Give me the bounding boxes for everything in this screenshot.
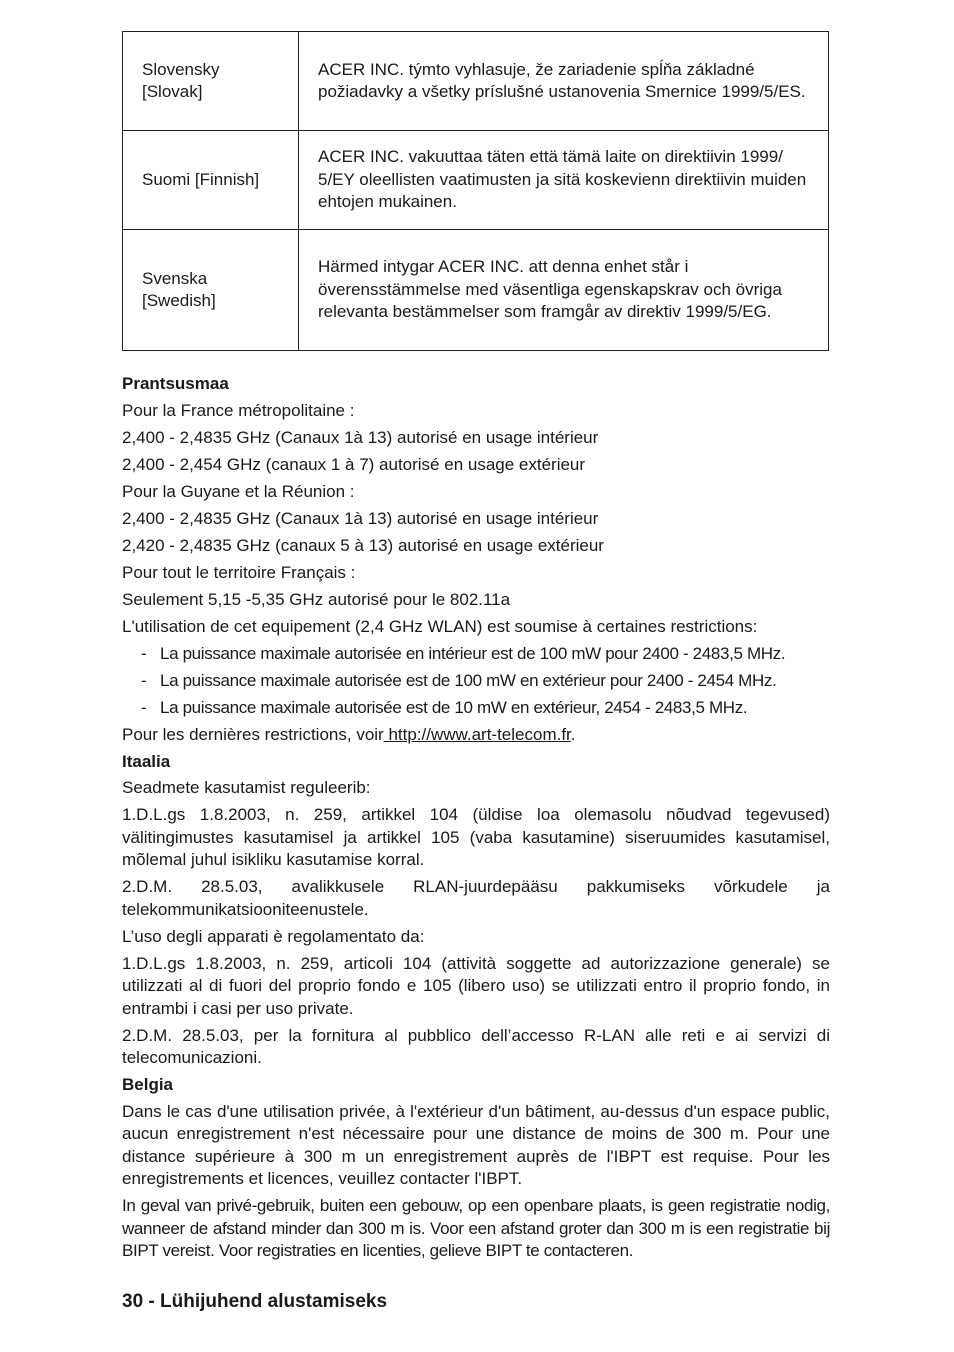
- language-cell: Suomi [Finnish]: [123, 131, 299, 230]
- language-cell: Svenska [Swedish]: [123, 230, 299, 351]
- paragraph: L'utilisation de cet equipement (2,4 GHz WLAN) est soumise à certaines restrictions:: [122, 616, 758, 636]
- declaration-cell: ACER INC. týmto vyhlasuje, že zariadenie spĺňa základné požiadavky a všetky príslušné ustanovenia Smernice 1999/5/ES.: [299, 32, 829, 131]
- paragraph: 2,400 - 2,454 GHz (canaux 1 à 7) autorisé en usage extérieur: [122, 454, 586, 474]
- page-footer: 30 - Lühijuhend alustamiseks: [122, 1291, 388, 1312]
- table-row: [123, 32, 829, 131]
- declaration-cell: ACER INC. vakuuttaa täten että tämä laite on direktiivin 1999/ 5/EY oleellisten vaatimusten ja sitä koskevienn direktiivin muiden ehtojen mukainen.: [299, 131, 829, 230]
- paragraph: 2,420 - 2,4835 GHz (canaux 5 à 13) autorisé en usage extérieur: [122, 535, 604, 555]
- paragraph: 2.D.M. 28.5.03, avalikkusele RLAN-juurdepääsu pakkumiseks võrkudele ja telekommunikatsiooniteenustele.: [122, 877, 830, 919]
- bullet-text: La puissance maximale autorisée est de 100 mW en extérieur pour 2400 - 2454 MHz.: [160, 670, 777, 690]
- art-telecom-link[interactable]: http://www.art-telecom.fr: [383, 724, 571, 744]
- list-item: - La puissance maximale autorisée est de 10 mW en extérieur, 2454 - 2483,5 MHz.: [141, 697, 748, 717]
- language-cell: Slovensky [Slovak]: [123, 32, 299, 131]
- paragraph: In geval van privé-gebruik, buiten een gebouw, op een openbare plaats, is geen registratie nodig, wanneer de afstand minder dan 300 m is. Voor een afstand groter dan 300 m is een registratie bij BIPT vereist. Voor registraties en licenties, gelieve BIPT te contacteren.: [122, 1196, 830, 1260]
- bullet-text: La puissance maximale autorisée en intérieur est de 100 mW pour 2400 - 2483,5 MHz.: [160, 643, 786, 663]
- paragraph: 2,400 - 2,4835 GHz (Canaux 1à 13) autorisé en usage intérieur: [122, 508, 599, 528]
- main-content: [122, 373, 830, 1267]
- declaration-table: [122, 31, 829, 351]
- list-item: - La puissance maximale autorisée en intérieur est de 100 mW pour 2400 - 2483,5 MHz.: [141, 643, 786, 663]
- paragraph: 1.D.L.gs 1.8.2003, n. 259, articoli 104 (attività soggette ad autorizzazione generale) se utilizzati al di fuori del proprio fondo e 105 (libero uso) se utilizzati entro il proprio fondo, in entrambi i casi per uso private.: [122, 953, 830, 1018]
- paragraph: Pour la Guyane et la Réunion :: [122, 481, 355, 501]
- list-item: - La puissance maximale autorisée est de 100 mW en extérieur pour 2400 - 2454 MHz.: [141, 670, 777, 690]
- section-heading-belgium: Belgia: [122, 1075, 174, 1094]
- paragraph: Dans le cas d'une utilisation privée, à l'extérieur d'un bâtiment, au-dessus d'un espace public, aucun enregistrement n'est nécessaire pour une distance de moins de 300 m. Pour une distance supérieure à 300 m un enregistrement auprès de l'IBPT est requise. Pour les enregistrements et licences, veuillez contacter l'IBPT.: [122, 1101, 830, 1188]
- table-row: [123, 230, 829, 351]
- paragraph: 2.D.M. 28.5.03, per la fornitura al pubblico dell’accesso R-LAN alle reti e ai servizi di telecomunicazioni.: [122, 1025, 830, 1067]
- declaration-cell: Härmed intygar ACER INC. att denna enhet står i överensstämmelse med väsentliga egenskapskrav och övriga relevanta bestämmelser som framgår av direktiv 1999/5/EG.: [299, 230, 829, 351]
- paragraph: L’uso degli apparati è regolamentato da:: [122, 926, 425, 946]
- section-heading-france: Prantsusmaa: [122, 374, 229, 393]
- section-heading-italy: Itaalia: [122, 751, 171, 771]
- bullet-text: La puissance maximale autorisée est de 10 mW en extérieur, 2454 - 2483,5 MHz.: [160, 697, 748, 717]
- paragraph: 2,400 - 2,4835 GHz (Canaux 1à 13) autorisé en usage intérieur: [122, 427, 599, 447]
- paragraph: Pour tout le territoire Français :: [122, 562, 356, 582]
- paragraph: Seadmete kasutamist reguleerib:: [122, 778, 371, 797]
- paragraph: 1.D.L.gs 1.8.2003, n. 259, artikkel 104 (üldise loa olemasolu nõudvad tegevused) välitingimustes kasutamisel ja artikkel 105 (vaba kasutamine) siseruumides kasutamisel, mõlemal juhul isikliku kasutamise korral.: [122, 805, 830, 869]
- table-row: [123, 131, 829, 230]
- paragraph: Seulement 5,15 -5,35 GHz autorisé pour le 802.11a: [122, 589, 511, 609]
- paragraph: Pour la France métropolitaine :: [122, 400, 355, 420]
- paragraph: Pour les dernières restrictions, voir http://www.art-telecom.fr.: [122, 724, 576, 744]
